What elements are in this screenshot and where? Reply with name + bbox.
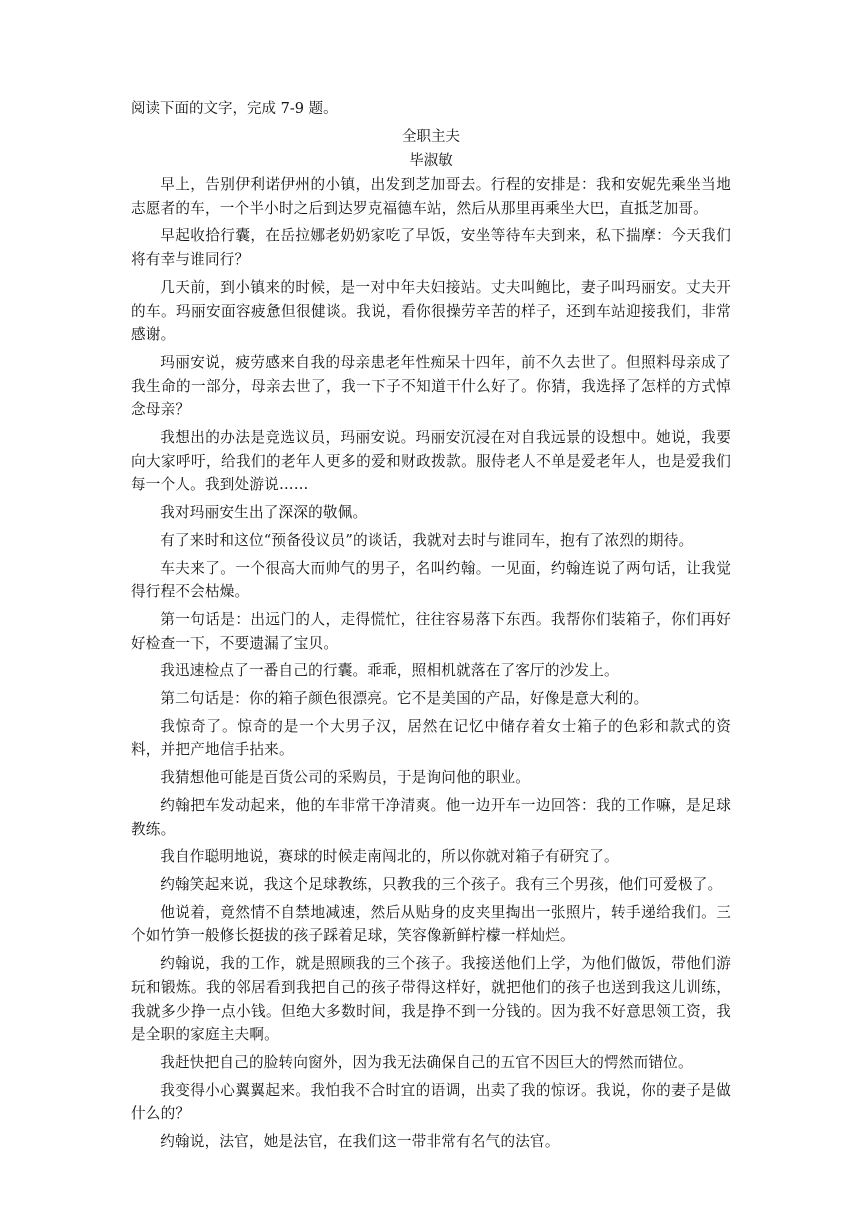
paragraph: 我猜想他可能是百货公司的采购员，于是询问他的职业。 (160, 769, 531, 787)
article-body (131, 173, 731, 1154)
paragraph: 几天前，到小镇来的时候，是一对中年夫妇接站。丈夫叫鲍比，妻子叫玛丽安。丈夫开的车。玛丽安面容疲惫但很健谈。我说，看你很操劳辛苦的样子，还到车站迎接我们，非常感谢。 (131, 278, 731, 344)
paragraph: 有了来时和这位“预备役议员”的谈话，我就对去时与谁同车，抱有了浓烈的期待。 (160, 531, 694, 549)
paragraph: 我迅速检点了一番自己的行囊。乖乖，照相机就落在了客厅的沙发上。 (160, 662, 619, 680)
reading-instruction: 阅读下面的文字，完成 7-9 题。 (131, 101, 338, 117)
paragraph: 第二句话是：你的箱子颜色很漂亮。它不是美国的产品，好像是意大利的。 (160, 690, 649, 708)
paragraph: 我赶快把自己的脸转向窗外，因为我无法确保自己的五官不因巨大的愕然而错位。 (160, 1053, 693, 1071)
paragraph: 我自作聪明地说，赛球的时候走南闯北的，所以你就对箱子有研究了。 (160, 848, 619, 866)
article-author: 毕淑敏 (409, 153, 453, 169)
paragraph: 玛丽安说，疲劳感来自我的母亲患老年性痴呆十四年，前不久去世了。但照料母亲成了我生命的一部分，母亲去世了，我一下子不知道干什么好了。你猜，我选择了怎样的方式悼念母亲？ (131, 353, 731, 419)
paragraph: 车夫来了。一个很高大而帅气的男子，名叫约翰。一见面，约翰连说了两句话，让我觉得行程不会枯燥。 (131, 559, 731, 601)
paragraph: 早上，告别伊利诺伊州的小镇，出发到芝加哥去。行程的安排是：我和安妮先乘坐当地志愿者的车，一个半小时之后到达罗克福德车站，然后从那里再乘坐大巴，直抵芝加哥。 (131, 176, 731, 217)
paragraph: 约翰说，法官，她是法官，在我们这一带非常有名气的法官。 (160, 1133, 560, 1151)
document-page (131, 97, 731, 1158)
paragraph: 我变得小心翼翼起来。我怕我不合时宜的语调，出卖了我的惊讶。我说，你的妻子是做什么的？ (131, 1081, 731, 1123)
paragraph: 他说着，竟然情不自禁地减速，然后从贴身的皮夹里掏出一张照片，转手递给我们。三个如竹笋一般修长挺拔的孩子踩着足球，笑容像新鲜柠檬一样灿烂。 (131, 903, 731, 945)
article-title: 全职主夫 (402, 129, 460, 145)
paragraph: 约翰笑起来说，我这个足球教练，只教我的三个孩子。我有三个男孩，他们可爱极了。 (160, 875, 723, 893)
paragraph: 我对玛丽安生出了深深的敬佩。 (160, 504, 368, 522)
paragraph: 约翰说，我的工作，就是照顾我的三个孩子。我接送他们上学，为他们做饭，带他们游玩和锻炼。我的邻居看到我把自己的孩子带得这样好，就把他们的孩子也送到我这儿训练，我就多少挣一点小钱。但绝大多数时间，我是挣不到一分钱的。因为我不好意思领工资，我是全职的家庭主夫啊。 (131, 955, 731, 1044)
paragraph: 早起收拾行囊，在岳拉娜老奶奶家吃了早饭，安坐等待车夫到来，私下揣摩：今天我们将有幸与谁同行？ (131, 227, 731, 269)
paragraph: 我想出的办法是竞选议员，玛丽安说。玛丽安沉浸在对自我远景的设想中。她说，我要向大家呼吁，给我们的老年人更多的爱和财政拨款。服侍老人不单是爱老年人，也是爱我们每一个人。我到处游说…… (131, 429, 731, 494)
paragraph: 第一句话是：出远门的人，走得慌忙，往往容易落下东西。我帮你们装箱子，你们再好好检查一下，不要遗漏了宝贝。 (131, 610, 731, 652)
paragraph: 我惊奇了。惊奇的是一个大男子汉，居然在记忆中储存着女士箱子的色彩和款式的资料，并把产地信手拈来。 (131, 717, 731, 759)
paragraph: 约翰把车发动起来，他的车非常干净清爽。他一边开车一边回答：我的工作嘛，是足球教练。 (131, 796, 731, 838)
